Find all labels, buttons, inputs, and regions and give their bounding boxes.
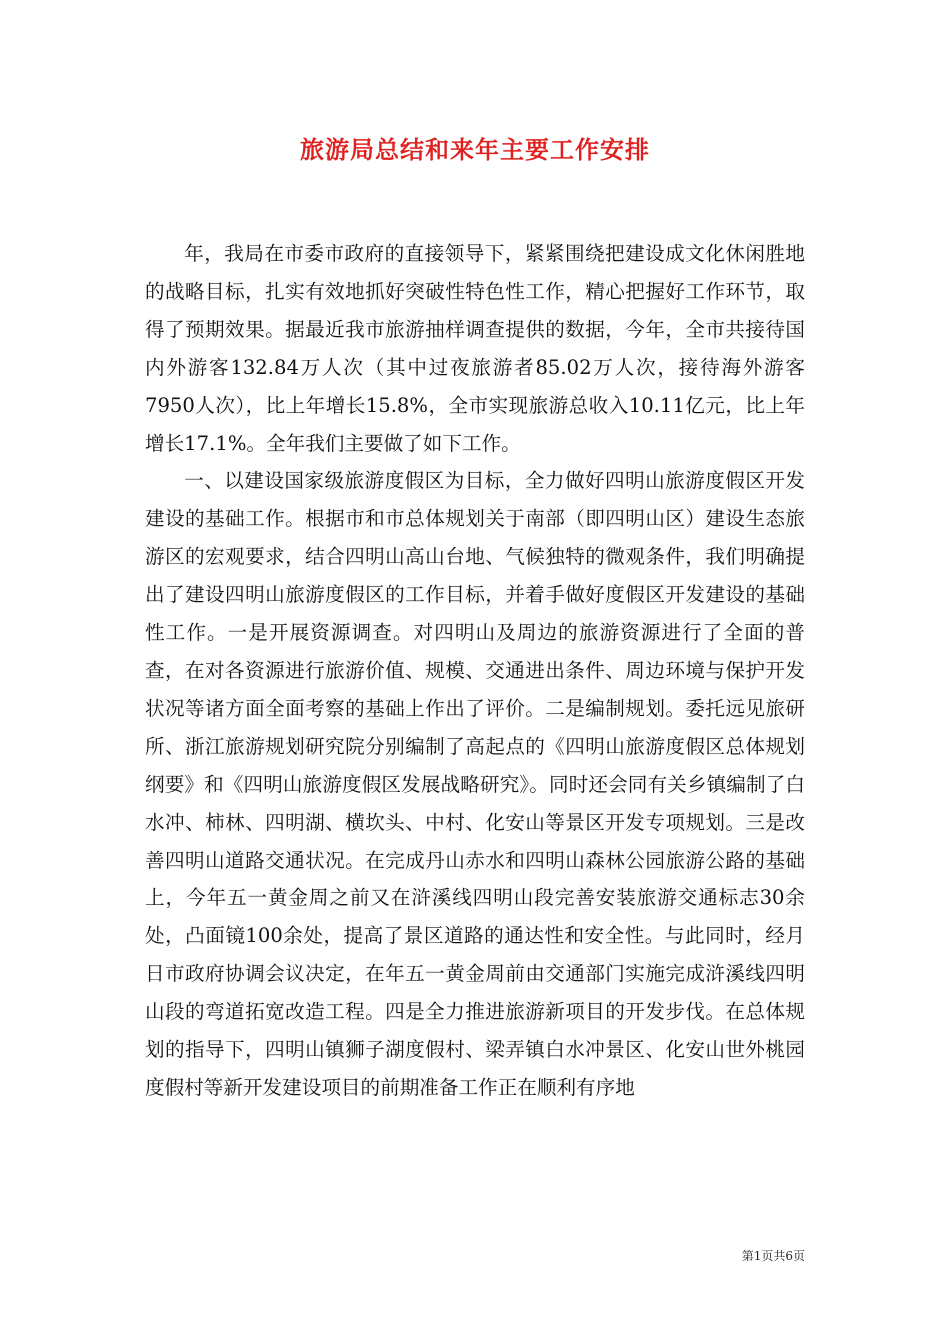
document-title: 旅游局总结和来年主要工作安排 [300,136,650,164]
page-number: 第1页共6页 [741,1249,805,1263]
paragraph-intro: 年，我局在市委市政府的直接领导下，紧紧围绕把建设成文化休闲胜地的战略目标，扎实有效地抓好突破性特色性工作，精心把握好工作环节，取得了预期效果。据最近我市旅游抽样调查提供的数据，今年，全市共接待国内外游客132.84万人次（其中过夜旅游者85.02万人次，接待海外游客7950人次），比上年增长15.8%，全市实现旅游总收入10.11亿元，比上年增长17.1%。全年我们主要做了如下工作。 [145,242,805,455]
paragraph-section-one: 一、以建设国家级旅游度假区为目标，全力做好四明山旅游度假区开发建设的基础工作。根据市和市总体规划关于南部（即四明山区）建设生态旅游区的宏观要求，结合四明山高山台地、气候独特的微观条件，我们明确提出了建设四明山旅游度假区的工作目标，并着手做好度假区开发建设的基础性工作。一是开展资源调查。对四明山及周边的旅游资源进行了全面的普查，在对各资源进行旅游价值、规模、交通进出条件、周边环境与保护开发状况等诸方面全面考察的基础上作出了评价。二是编制规划。委托远见旅研所、浙江旅游规划研究院分别编制了高起点的《四明山旅游度假区总体规划纲要》和《四明山旅游度假区发展战略研究》。同时还会同有关乡镇编制了白水冲、柿林、四明湖、横坎头、中村、化安山等景区开发专项规划。三是改善四明山道路交通状况。在完成丹山赤水和四明山森林公园旅游公路的基础上，今年五一黄金周之前又在浒溪线四明山段完善安装旅游交通标志30余处，凸面镜100余处，提高了景区道路的通达性和安全性。与此同时，经月日市政府协调会议决定，在年五一黄金周前由交通部门实施完成浒溪线四明山段的弯道拓宽改造工程。四是全力推进旅游新项目的开发步伐。在总体规划的指导下，四明山镇狮子湖度假村、梁弄镇白水冲景区、化安山世外桃园度假村等新开发建设项目的前期准备工作正在顺利有序地 [145,469,805,1099]
document-body [145,235,805,1107]
